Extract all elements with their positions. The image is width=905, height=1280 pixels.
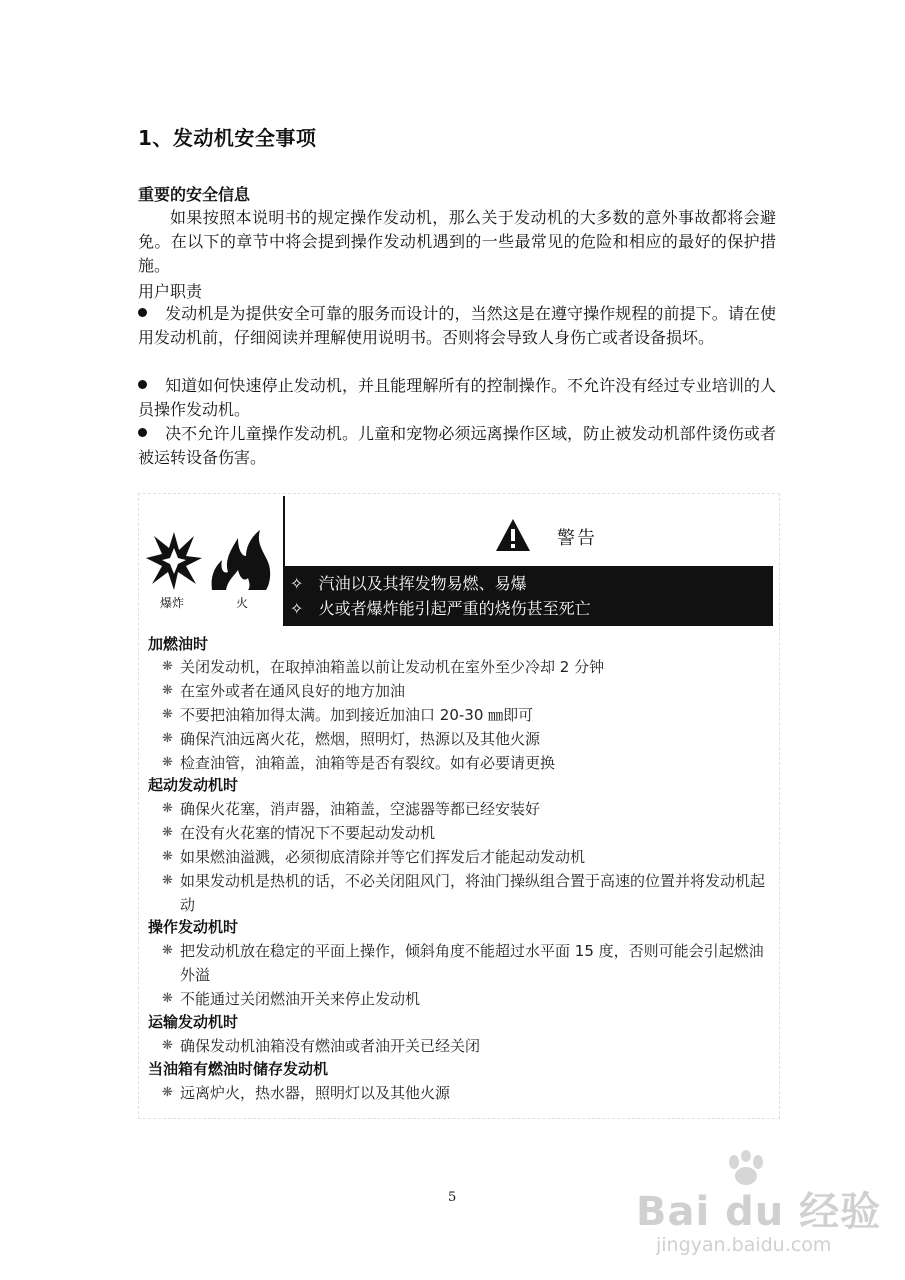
bullet-dot-icon	[138, 380, 147, 389]
user-duty-bullet: 决不允许儿童操作发动机。儿童和宠物必须远离操作区域，防止被发动机部件烫伤或者被运转设备伤害。	[138, 424, 776, 467]
warning-line: ✧ 汽油以及其挥发物易燃、易爆	[290, 574, 527, 593]
asterisk-icon: ❋	[162, 943, 173, 958]
asterisk-icon: ❋	[162, 1038, 173, 1053]
user-duty-heading: 用户职责	[138, 282, 203, 301]
list-item: ❋ 确保汽油远离火花，燃烟，照明灯，热源以及其他火源	[180, 727, 774, 751]
asterisk-icon: ❋	[162, 1085, 173, 1100]
user-duty-bullet: 发动机是为提供安全可靠的服务而设计的，当然这是在遵守操作规程的前提下。请在使用发动机前，仔细阅读并理解使用说明书。否则将会导致人身伤亡或者设备损坏。	[138, 304, 776, 347]
section-heading: 操作发动机时	[148, 918, 239, 936]
warning-line: ✧ 火或者爆炸能引起严重的烧伤甚至死亡	[290, 599, 591, 618]
asterisk-icon: ❋	[162, 991, 173, 1006]
list-item: ❋ 检查油管，油箱盖，油箱等是否有裂纹。如有必要请更换	[180, 751, 774, 775]
list-item: ❋ 在没有火花塞的情况下不要起动发动机	[180, 821, 774, 845]
asterisk-icon: ❋	[162, 801, 173, 816]
asterisk-icon: ❋	[162, 731, 173, 746]
list-item: ❋ 确保火花塞，消声器，油箱盖，空滤器等都已经安装好	[180, 797, 774, 821]
diamond-star-icon: ✧	[290, 599, 304, 618]
asterisk-icon: ❋	[162, 849, 173, 864]
list-item: ❋ 把发动机放在稳定的平面上操作，倾斜角度不能超过水平面 15 度，否则可能会引起燃油外溢	[180, 939, 774, 987]
list-item: ❋ 不能通过关闭燃油开关来停止发动机	[180, 987, 774, 1011]
list-item: ❋ 如果发动机是热机的话，不必关闭阻风门，将油门操纵组合置于高速的位置并将发动机起动	[180, 869, 774, 917]
asterisk-icon: ❋	[162, 873, 173, 888]
user-duty-bullet: 知道如何快速停止发动机，并且能理解所有的控制操作。不允许没有经过专业培训的人员操作发动机。	[138, 376, 776, 419]
section-heading: 当油箱有燃油时储存发动机	[148, 1060, 329, 1078]
asterisk-icon: ❋	[162, 683, 173, 698]
list-item: ❋ 远离炉火，热水器，照明灯以及其他火源	[180, 1081, 774, 1105]
list-item: ❋ 确保发动机油箱没有燃油或者油开关已经关闭	[180, 1034, 774, 1058]
list-item: ❋ 在室外或者在通风良好的地方加油	[180, 679, 774, 703]
warning-title: 警告	[557, 528, 597, 549]
section-heading: 运输发动机时	[148, 1013, 239, 1031]
section-heading: 加燃油时	[148, 635, 209, 653]
section-heading: 起动发动机时	[148, 776, 239, 794]
fire-label: 火	[236, 596, 249, 610]
asterisk-icon: ❋	[162, 707, 173, 722]
bullet-dot-icon	[138, 428, 147, 437]
explosion-label: 爆炸	[160, 596, 185, 610]
bullet-dot-icon	[138, 308, 147, 317]
warning-band	[284, 566, 773, 626]
baidu-watermark	[636, 1150, 882, 1265]
explosion-icon	[146, 528, 202, 592]
diamond-star-icon: ✧	[290, 574, 304, 593]
page-title: 1、发动机安全事项	[138, 126, 317, 150]
list-item: ❋ 不要把油箱加得太满。加到接近加油口 20-30 ㎜即可	[180, 703, 774, 727]
warning-triangle-icon	[495, 518, 531, 552]
important-heading: 重要的安全信息	[138, 185, 251, 204]
asterisk-icon: ❋	[162, 659, 173, 674]
watermark-brand: Bai du 经验	[636, 1189, 882, 1235]
important-paragraph: 如果按照本说明书的规定操作发动机，那么关于发动机的大多数的意外事故都将会避免。在以下的章节中将会提到操作发动机遇到的一些最常见的危险和相应的最好的保护措施。	[138, 208, 776, 275]
asterisk-icon: ❋	[162, 825, 173, 840]
page-number: 5	[448, 1190, 457, 1205]
fire-icon	[208, 526, 272, 592]
watermark-url: jingyan.baidu.com	[656, 1234, 832, 1256]
asterisk-icon: ❋	[162, 755, 173, 770]
list-item: ❋ 如果燃油溢溅，必须彻底清除并等它们挥发后才能起动发动机	[180, 845, 774, 869]
list-item: ❋ 关闭发动机，在取掉油箱盖以前让发动机在室外至少冷却 2 分钟	[180, 655, 774, 679]
